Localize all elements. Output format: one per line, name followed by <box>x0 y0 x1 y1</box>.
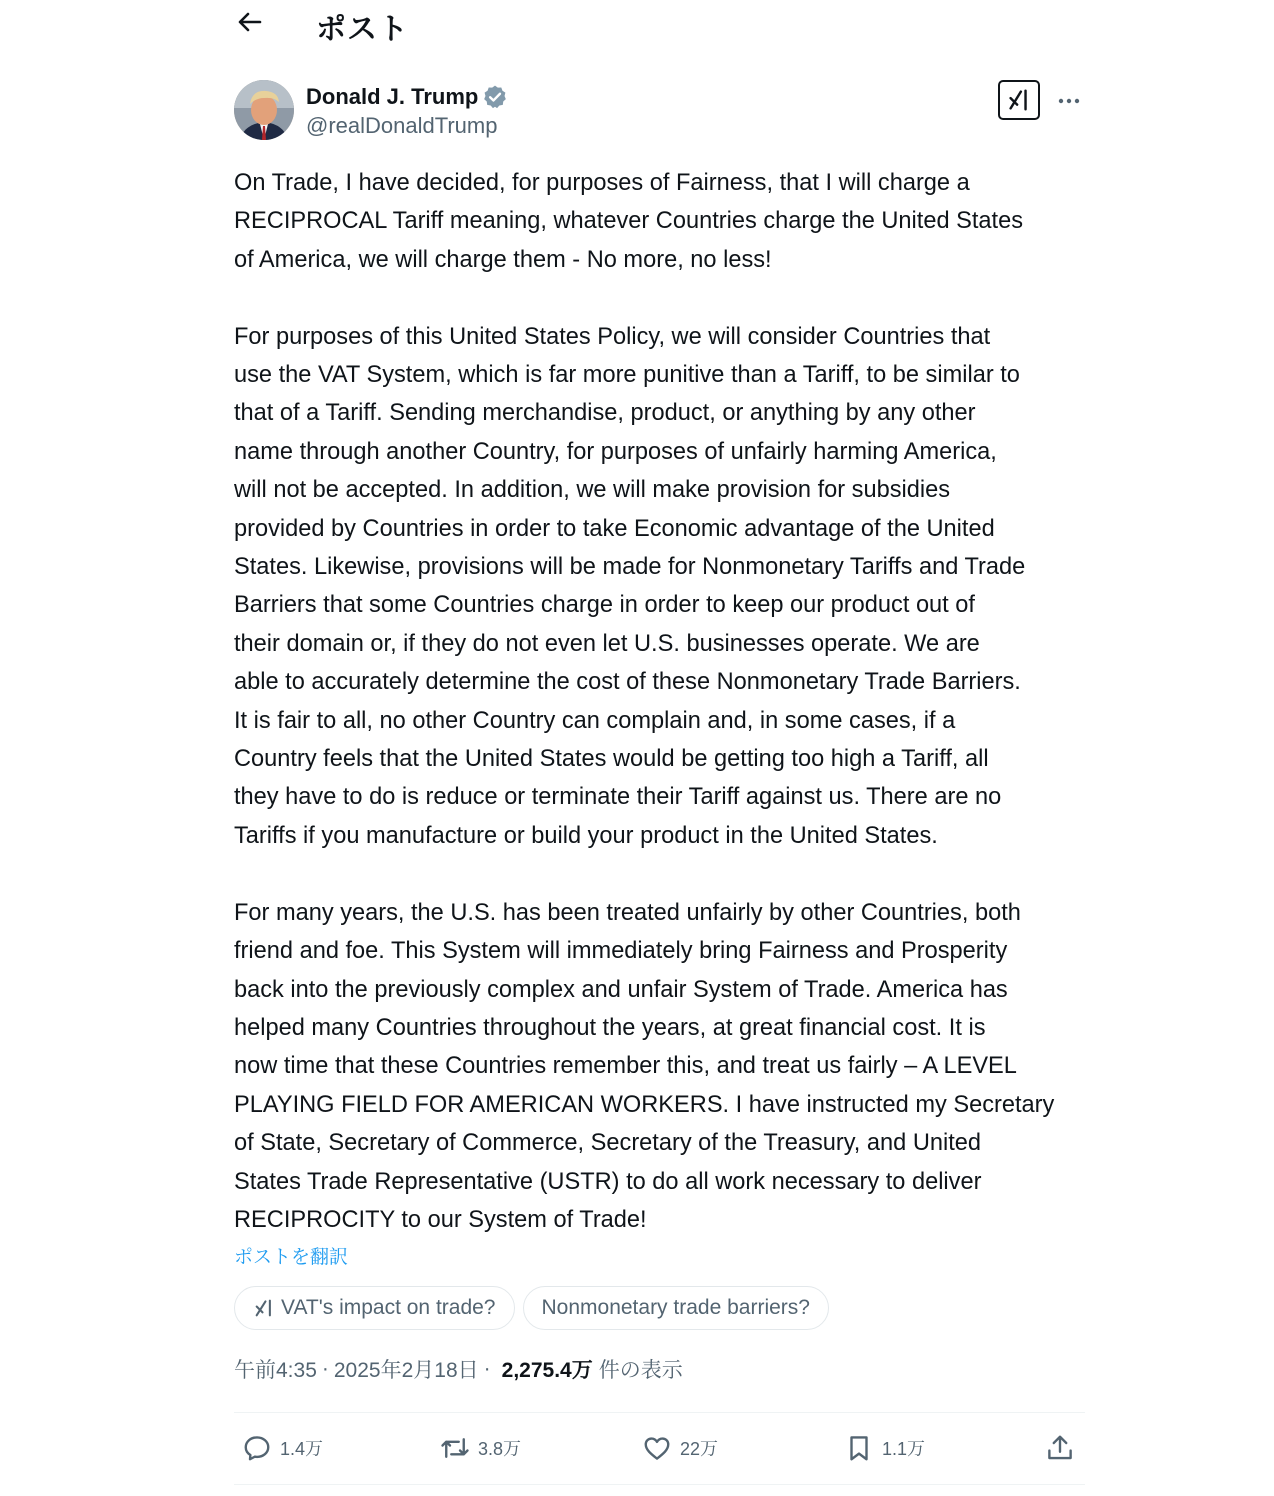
post-paragraph: On Trade, I have decided, for purposes of Fairness, that I will charge a RECIPROCAL Tariff meaning, whatever Countries charge the United States of America, we will charge them - No more, no less! <box>234 170 1024 273</box>
divider <box>234 1412 1085 1413</box>
meta-separator: · <box>483 1357 491 1380</box>
post-meta <box>234 1354 683 1384</box>
more-dots-icon <box>1054 86 1084 116</box>
author-handle[interactable]: @realDonaldTrump <box>306 113 498 138</box>
post-time[interactable]: 午前4:35 <box>234 1359 317 1382</box>
action-bar <box>234 1420 1085 1476</box>
reply-button[interactable] <box>242 1420 323 1476</box>
avatar-portrait <box>234 80 294 140</box>
post-paragraph: For many years, the U.S. has been treated unfairly by other Countries, both friend and foe. This System will immediately bring Fairness and Prosperity back into the previously complex and unfair System of Trade. America has helped many Countries throughout the years, at great financial cost. It is now time that these Countries remember this, and treat us fairly – A LEVEL PLAYING FIELD FOR AMERICAN WORKERS. I have instructed my Secretary of State, Secretary of Commerce, Secretary of the Treasury, and United States Trade Representative (USTR) to do all work necessary to deliver RECIPROCITY to our System of Trade! <box>234 899 1055 1233</box>
grok-suggestion-chip[interactable] <box>234 1286 515 1330</box>
author-name-row[interactable] <box>306 82 508 112</box>
grok-suggestion-label: Nonmonetary trade barriers? <box>541 1296 810 1319</box>
views-label: 件の表示 <box>598 1359 683 1382</box>
verified-badge-icon <box>482 84 508 110</box>
divider <box>234 1484 1085 1485</box>
grok-suggestion-label: VAT's impact on trade? <box>281 1296 496 1319</box>
page-header <box>234 0 1085 50</box>
reply-count: 1.4万 <box>280 1439 324 1459</box>
post-date[interactable]: 2025年2月18日 <box>333 1359 479 1382</box>
back-button[interactable] <box>234 6 266 38</box>
like-button[interactable] <box>642 1420 718 1476</box>
meta-separator: · <box>321 1357 329 1380</box>
page-title: ポスト <box>316 12 409 47</box>
grok-suggestions <box>234 1286 829 1330</box>
post-paragraph: For purposes of this United States Policy, we will consider Countries that use the VAT System, which is far more punitive than a Tariff, to be similar to that of a Tariff. Sending merchandise, product, or anything by any other name through another Country, for purposes of unfairly harming America, will not be accepted. In addition, we will make provision for subsidies provided by Countries in order to take Economic advantage of the United States. Likewise, provisions will be made for Nonmonetary Tariffs and Trade Barriers that some Countries charge in order to keep our product out of their domain or, if they do not even let U.S. businesses operate. We are able to accurately determine the cost of these Nonmonetary Trade Barriers. It is fair to all, no other Country can complain and, in some cases, if a Country feels that the United States would be getting too high a Tariff, all they have to do is reduce or terminate their Tariff against us. There are no Tariffs if you manufacture or build your product in the United States. <box>234 323 1026 849</box>
post-text <box>234 164 1085 1239</box>
heart-icon <box>642 1433 672 1463</box>
grok-icon <box>1005 86 1033 114</box>
grok-button[interactable] <box>998 80 1040 120</box>
more-options-button[interactable] <box>1054 86 1084 116</box>
repost-count: 3.8万 <box>478 1439 522 1459</box>
avatar[interactable] <box>234 80 294 140</box>
grok-icon <box>253 1297 275 1319</box>
back-arrow-icon <box>234 6 266 38</box>
share-icon <box>1045 1433 1075 1463</box>
bookmark-count: 1.1万 <box>882 1439 926 1459</box>
author-name[interactable]: Donald J. Trump <box>306 84 479 109</box>
like-count: 22万 <box>680 1439 719 1459</box>
repost-button[interactable] <box>440 1420 521 1476</box>
share-button[interactable] <box>1045 1420 1075 1476</box>
grok-suggestion-chip[interactable] <box>523 1286 829 1330</box>
translate-post-link[interactable]: ポストを翻訳 <box>234 1246 349 1268</box>
bookmark-button[interactable] <box>844 1420 925 1476</box>
views-count: 2,275.4万 <box>501 1359 593 1382</box>
bookmark-icon <box>844 1433 874 1463</box>
reply-icon <box>242 1433 272 1463</box>
repost-icon <box>440 1433 470 1463</box>
